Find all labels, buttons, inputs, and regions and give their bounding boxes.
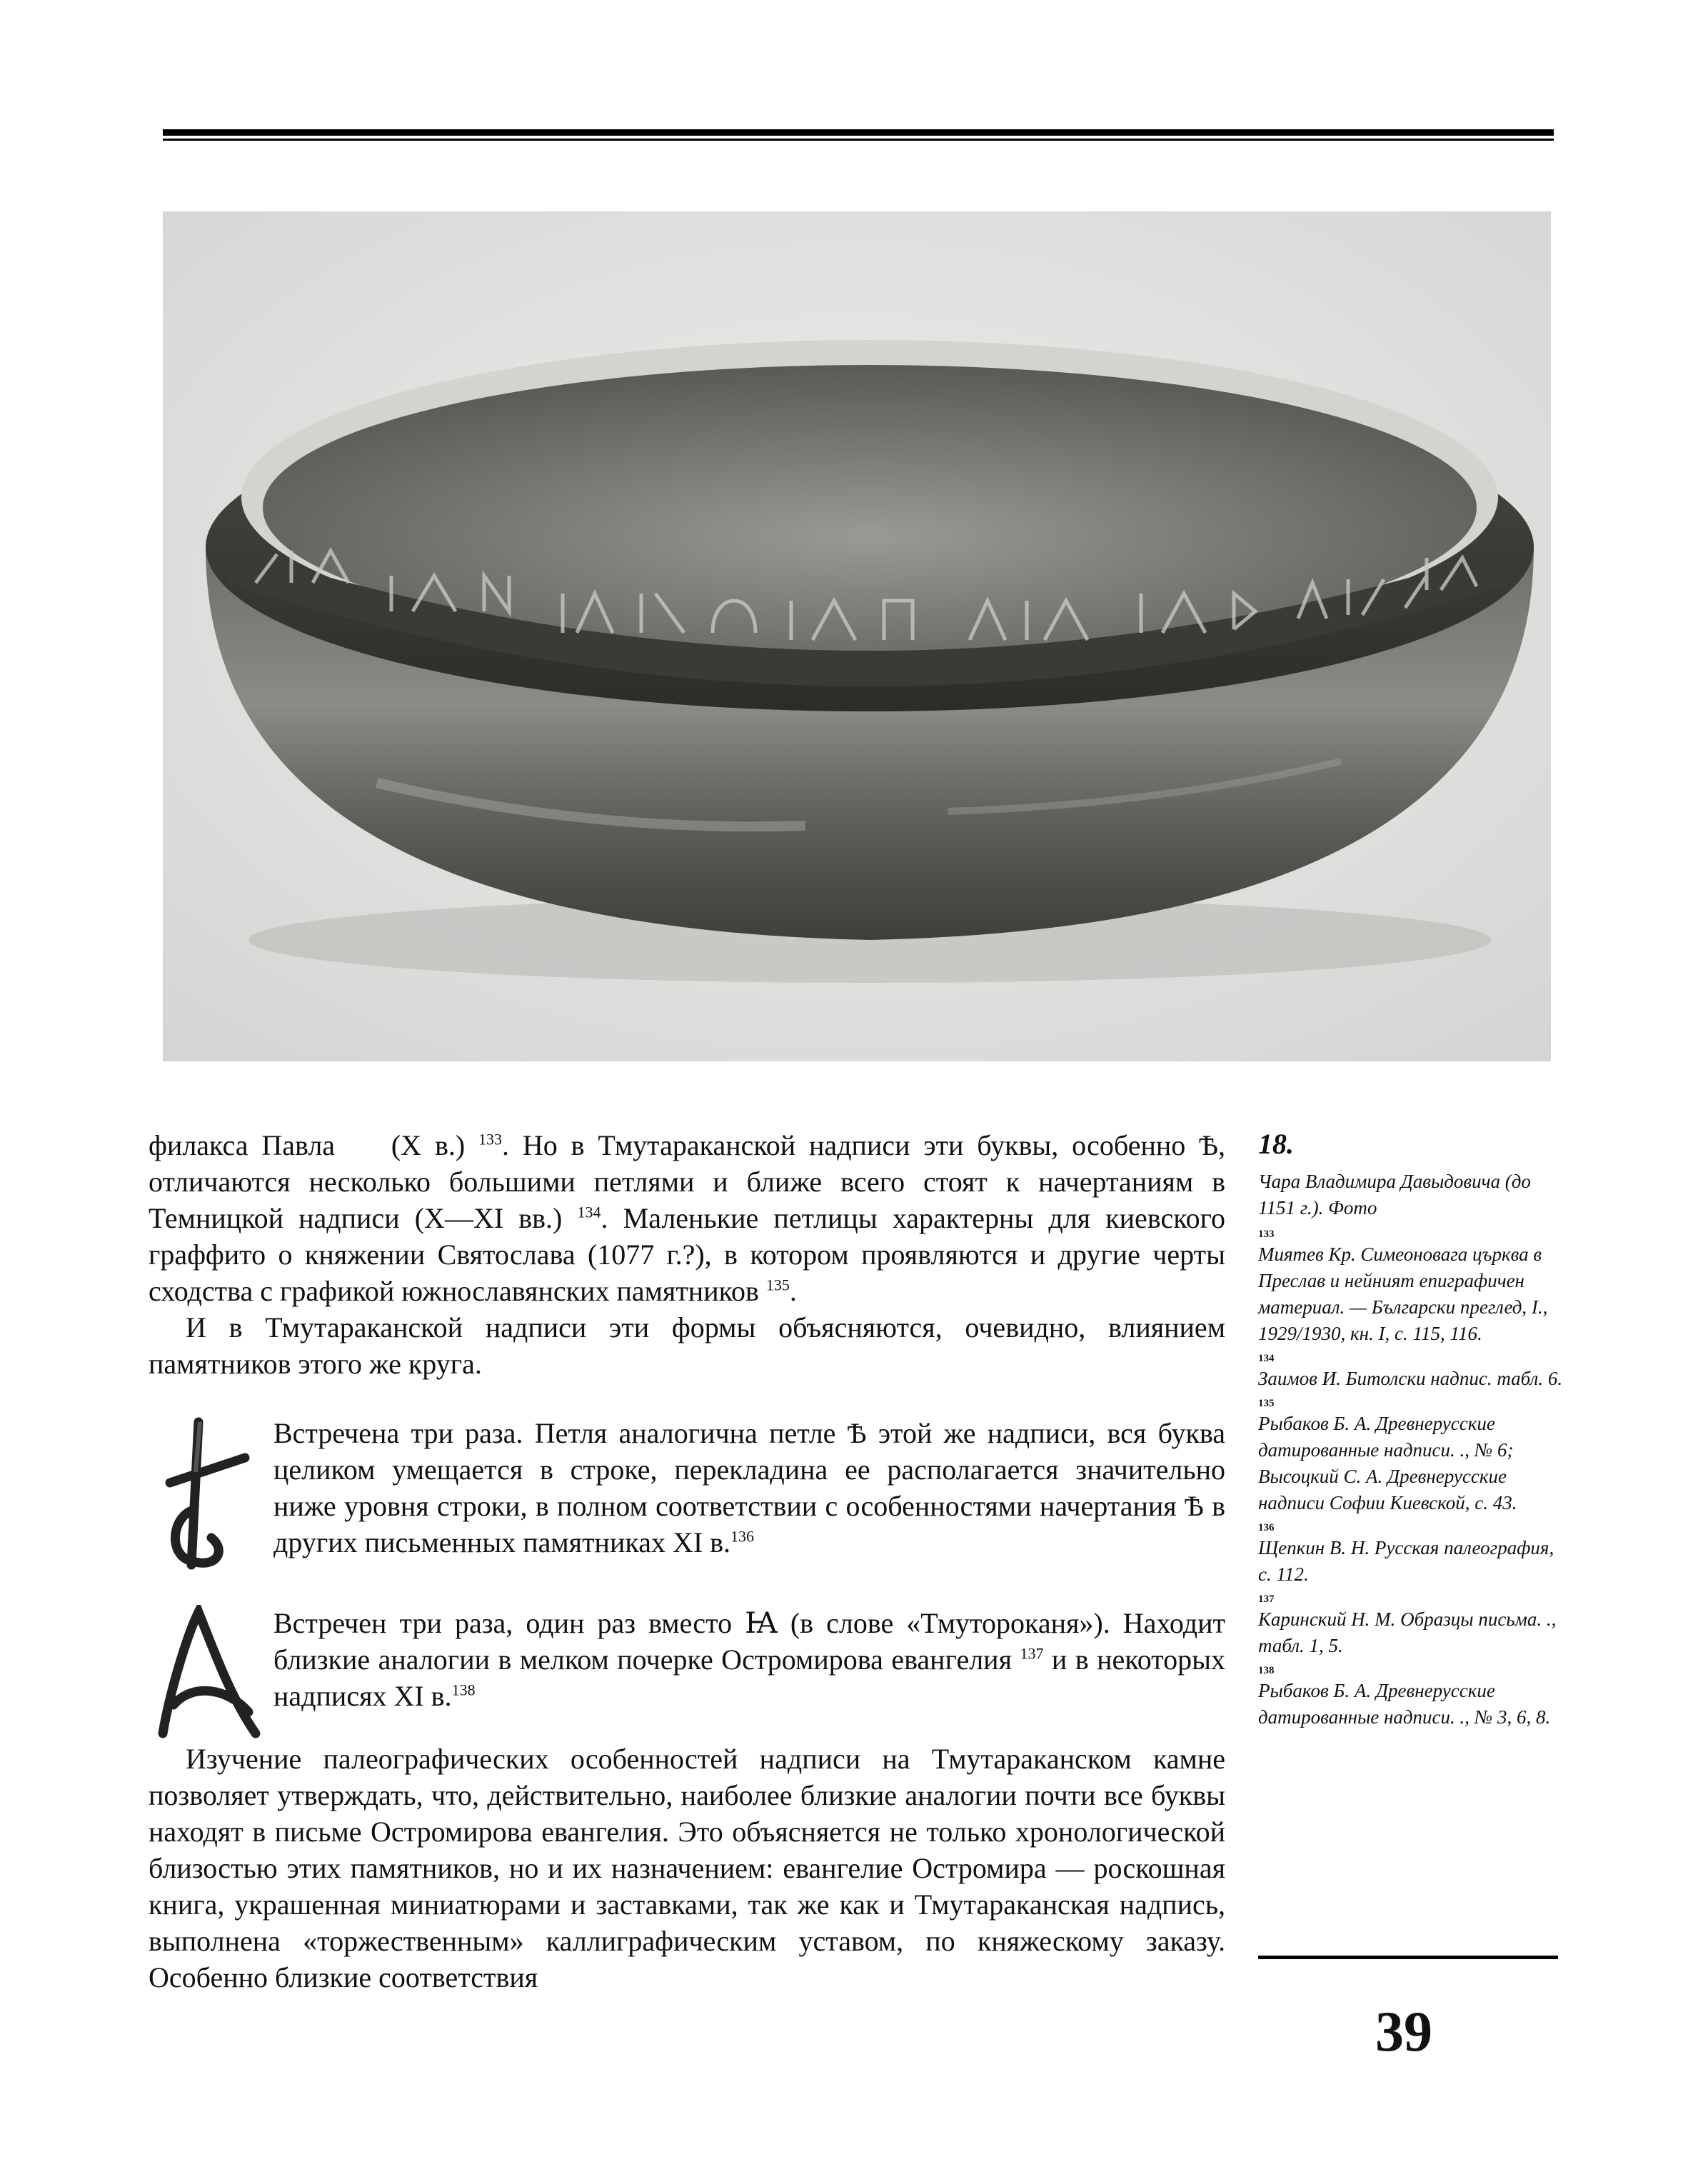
footnote-text: Рыбаков Б. А. Древнерусские датированные надписи. ., № 3, 6, 8. xyxy=(1258,1680,1551,1728)
footnote-ref: 136 xyxy=(730,1527,755,1546)
letter-yat-text: Встречена три раза. Петля аналогична петле Ѣ этой же надписи, вся буква целиком умещается в строке, перекладина ее располагается значительно ниже уровня строки, в полном соответствии с особенностями начертания Ѣ в других письменных памятниках XI в.$^{136}$ xyxy=(273,1417,1225,1558)
footnote-ref: 138 xyxy=(451,1681,476,1699)
footnote-number: 136 xyxy=(1258,1522,1275,1533)
a-letter-icon xyxy=(149,1605,273,1741)
letter-a-text: Встречен три раза, один раз вместо Ꙗ (в слове «Тмутороканя»). Находит близкие аналогии в мелком почерке Остромирова евангелия $^{137}$ и в некоторых надписях XI в.$^{138}$ xyxy=(273,1607,1226,1712)
footnote-rule xyxy=(1258,1956,1558,1959)
footnote xyxy=(1258,1227,1571,1347)
footnote-ref: 135 xyxy=(765,1276,790,1294)
footnote-number: 135 xyxy=(1258,1398,1275,1409)
footnote xyxy=(1258,1396,1571,1516)
footnote xyxy=(1258,1592,1571,1659)
footnote-text: Миятев Кр. Симеоновага църква в Преслав и нейният епиграфичен материал. — Български преглед, I., 1929/1930, кн. I, с. 115, 116. xyxy=(1258,1243,1548,1344)
footnote-ref: 134 xyxy=(577,1203,601,1221)
footnote-text: Каринский Н. М. Образцы письма. ., табл. 1, 5. xyxy=(1258,1608,1557,1656)
sidebar-notes xyxy=(1258,1127,1571,1731)
letter-yat-block xyxy=(149,1415,1225,1579)
figure-caption: Чара Владимира Давыдовича (до 1151 г.). Фото xyxy=(1258,1171,1531,1218)
footnote-ref: 137 xyxy=(1020,1644,1044,1663)
footnote xyxy=(1258,1663,1571,1731)
header-rule xyxy=(163,129,1554,141)
footnote-ref: 133 xyxy=(478,1130,503,1148)
footnote-number: 138 xyxy=(1258,1665,1275,1676)
footnote-number: 134 xyxy=(1258,1353,1275,1364)
footnote-number: 137 xyxy=(1258,1593,1275,1605)
footnote xyxy=(1258,1351,1571,1392)
paragraph: филакса Павла (X в.) $^{133}$. Но в Тмутараканской надписи эти буквы, особенно Ѣ, отличаются несколько большими петлями и ближе всего стоят к начертаниям в Темницкой надписи (X—XI вв.) $^{134}$. Маленькие петлицы характерны для киевского граффито о княжении Святослава (1077 г.?), в котором проявляются и другие черты сходства с графикой южнославянских памятников $^{135}$. xyxy=(149,1129,1226,1307)
footnote-text: Щепкин В. Н. Русская палеография, с. 112. xyxy=(1258,1537,1554,1585)
paragraph: И в Тмутараканской надписи эти формы объясняются, очевидно, влиянием памятников этого же круга. xyxy=(149,1311,1225,1380)
yat-letter-icon xyxy=(149,1415,273,1579)
footnote xyxy=(1258,1521,1571,1588)
footnote-text: Рыбаков Б. А. Древнерусские датированные надписи. ., № 6; Высоцкий С. А. Древнерусские надписи Софии Киевской, с. 43. xyxy=(1258,1413,1517,1513)
page-number: 39 xyxy=(1375,2001,1432,2063)
bowl-photo xyxy=(163,211,1551,1061)
footnote-text: Заимов И. Битолски надпис. табл. 6. xyxy=(1258,1368,1563,1389)
paragraph: Изучение палеографических особенностей надписи на Тмутараканском камне позволяет утверждать, что, действительно, наиболее близкие аналогии почти все буквы находят в письме Остромирова евангелия. Это объясняется не только хронологической близостью этих памятников, но и их назначением: евангелие Остромира — роскошная книга, украшенная миниатюрами и заставками, так же как и Тмутараканская надпись, выполнена «торжественным» каллиграфическим уставом, по княжескому заказу. Особенно близкие соответствия xyxy=(149,1743,1225,1993)
figure-number: 18. xyxy=(1258,1128,1294,1160)
footnote-number: 133 xyxy=(1258,1228,1275,1240)
letter-a-block xyxy=(149,1605,1225,1741)
main-text xyxy=(149,1127,1225,1996)
